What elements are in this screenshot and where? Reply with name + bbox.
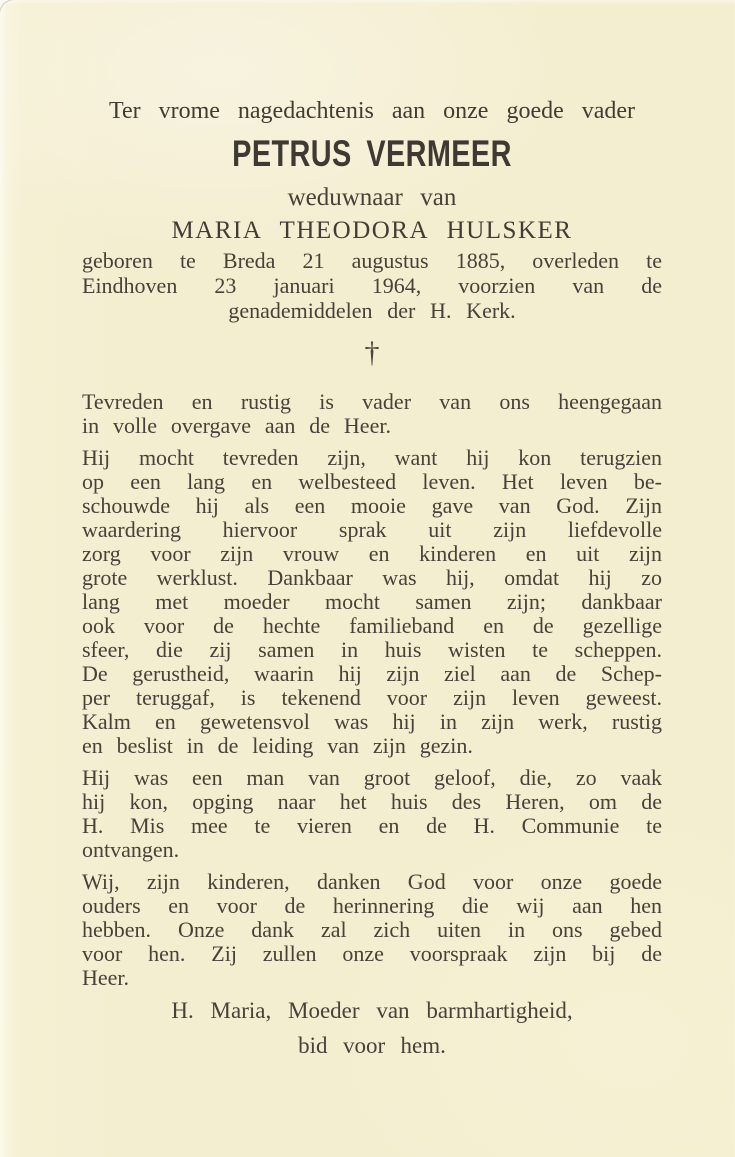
text-line: Wij, zijn kinderen, danken God voor onze goede [82, 869, 662, 894]
paragraph [82, 390, 662, 438]
closing-petition: bid voor hem. [298, 1033, 446, 1058]
text-line: genademiddelen der H. Kerk. [228, 298, 516, 323]
paragraph [82, 870, 662, 990]
text-line: waardering hiervoor sprak uit zijn liefdevolle [82, 517, 662, 542]
text-line: ook voor de hechte familieband en de gezellige [82, 613, 662, 638]
text-line: grote werklust. Dankbaar was hij, omdat hij zo [82, 565, 662, 590]
memorial-text [82, 390, 662, 990]
closing-invocation: H. Maria, Moeder van barmhartigheid, [171, 998, 573, 1023]
text-line: hebben. Onze dank zal zich uiten in ons gebed [82, 917, 662, 942]
text-line: per teruggaf, is tekenend voor zijn leven geweest. [82, 685, 662, 710]
paragraph [82, 766, 662, 862]
text-line: ontvangen. [82, 837, 180, 862]
deceased-name: PETRUS VERMEER [232, 133, 512, 174]
text-line: Heer. [82, 965, 130, 990]
closing-prayer [82, 998, 662, 1059]
paragraph [82, 446, 662, 758]
cross-symbol: † [364, 336, 380, 369]
text-line: voor hen. Zij zullen onze voorspraak zijn bij de [82, 941, 662, 966]
text-line: lang met moeder mocht samen zijn; dankbaar [82, 589, 662, 614]
text-line: schouwde hij als een mooie gave van God. Zijn [82, 493, 662, 518]
text-line: in volle overgave aan de Heer. [82, 413, 391, 438]
card-header [82, 97, 662, 323]
text-line: Tevreden en rustig is vader van ons heengegaan [82, 389, 662, 414]
relation-line: weduwnaar van [287, 184, 457, 211]
text-line: Hij was een man van groot geloof, die, zo vaak [82, 765, 662, 790]
text-line: Kalm en gewetensvol was hij in zijn werk, rustig [82, 709, 662, 734]
text-line: H. Mis mee te vieren en de H. Communie te [82, 813, 662, 838]
text-line: en beslist in de leiding van zijn gezin. [82, 733, 473, 758]
text-line: Hij mocht tevreden zijn, want hij kon terugzien [82, 445, 662, 470]
text-line: zorg voor zijn vrouw en kinderen en uit zijn [82, 541, 662, 566]
text-line: ouders en voor de herinnering die wij aan hen [82, 893, 662, 918]
vitals-text [82, 248, 662, 323]
text-line: Eindhoven 23 januari 1964, voorzien van de [82, 273, 662, 298]
text-line: hij kon, opging naar het huis des Heren, om de [82, 789, 662, 814]
dedication-line: Ter vrome nagedachtenis aan onze goede vader [108, 98, 636, 124]
text-line: De gerustheid, waarin hij zijn ziel aan de Schep- [82, 661, 662, 686]
text-line: geboren te Breda 21 augustus 1885, overleden te [82, 248, 662, 273]
text-line: op een lang en welbesteed leven. Het leven be- [82, 469, 662, 494]
text-line: sfeer, die zij samen in huis wisten te scheppen. [82, 637, 662, 662]
spouse-name: MARIA THEODORA HULSKER [171, 217, 573, 244]
